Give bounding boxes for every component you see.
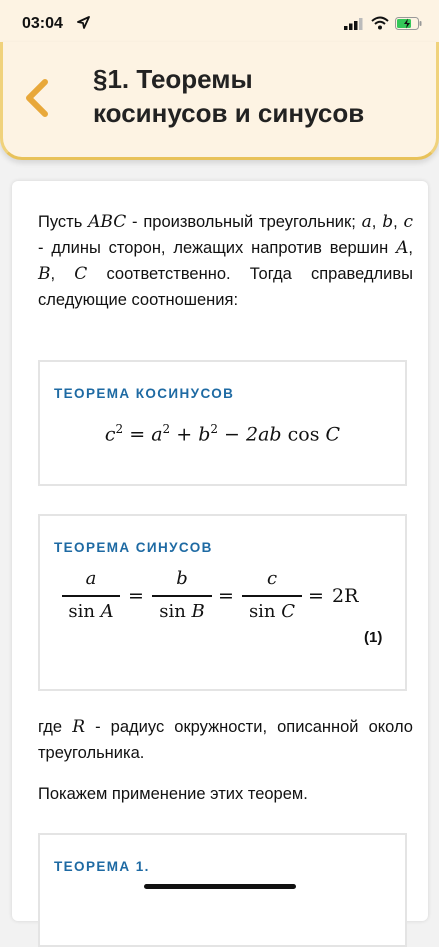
theorem-1-label: ТЕОРЕМА 1. [54,859,150,874]
home-indicator[interactable] [144,884,296,889]
page-title [93,62,423,130]
show-application-paragraph: Покажем применение этих теорем. [38,785,308,803]
theorem-1-box [38,833,407,947]
cosine-theorem-label: ТЕОРЕМА КОСИНУСОВ [54,386,235,401]
page-header [0,42,439,160]
radius-paragraph: где R - радиус окружности, описанной около треугольника. [38,717,413,762]
equation-number: (1) [364,629,383,646]
cosine-theorem-box [38,360,407,486]
status-time: 03:04 [22,15,63,32]
location-arrow-icon [77,16,90,29]
battery-charging-icon [395,17,423,30]
fraction-b-over-sin-b: b sin B [152,568,212,623]
status-bar [0,0,439,42]
page-title-line2: косинусов и синусов [93,98,365,128]
wifi-icon [371,16,389,30]
equals-sign: = [128,585,144,607]
fraction-c-over-sin-c: c sin C [242,568,302,623]
equals-sign: = [308,585,324,607]
cellular-signal-icon [344,18,364,30]
math-abc: ABC [88,212,127,232]
sine-theorem-result: 2R [332,585,359,607]
chevron-left-icon[interactable] [19,74,55,122]
fraction-a-over-sin-a: a sin A [62,568,120,623]
equals-sign: = [218,585,234,607]
page-title-line1: §1. Теоремы [93,64,253,94]
sine-theorem-label: ТЕОРЕМА СИНУСОВ [54,540,213,555]
content-card [12,181,428,921]
sine-theorem-box [38,514,407,691]
intro-paragraph: Пусть ABC - произвольный треугольник; a, b, c - длины сторон, лежащих напротив вершин A, B, C соответственно. Тогда справедливы следующие соотношения: [38,212,414,309]
cosine-theorem-formula: $c^2 = a^2 + b^2 - 2ab$ cos C [104,422,341,446]
